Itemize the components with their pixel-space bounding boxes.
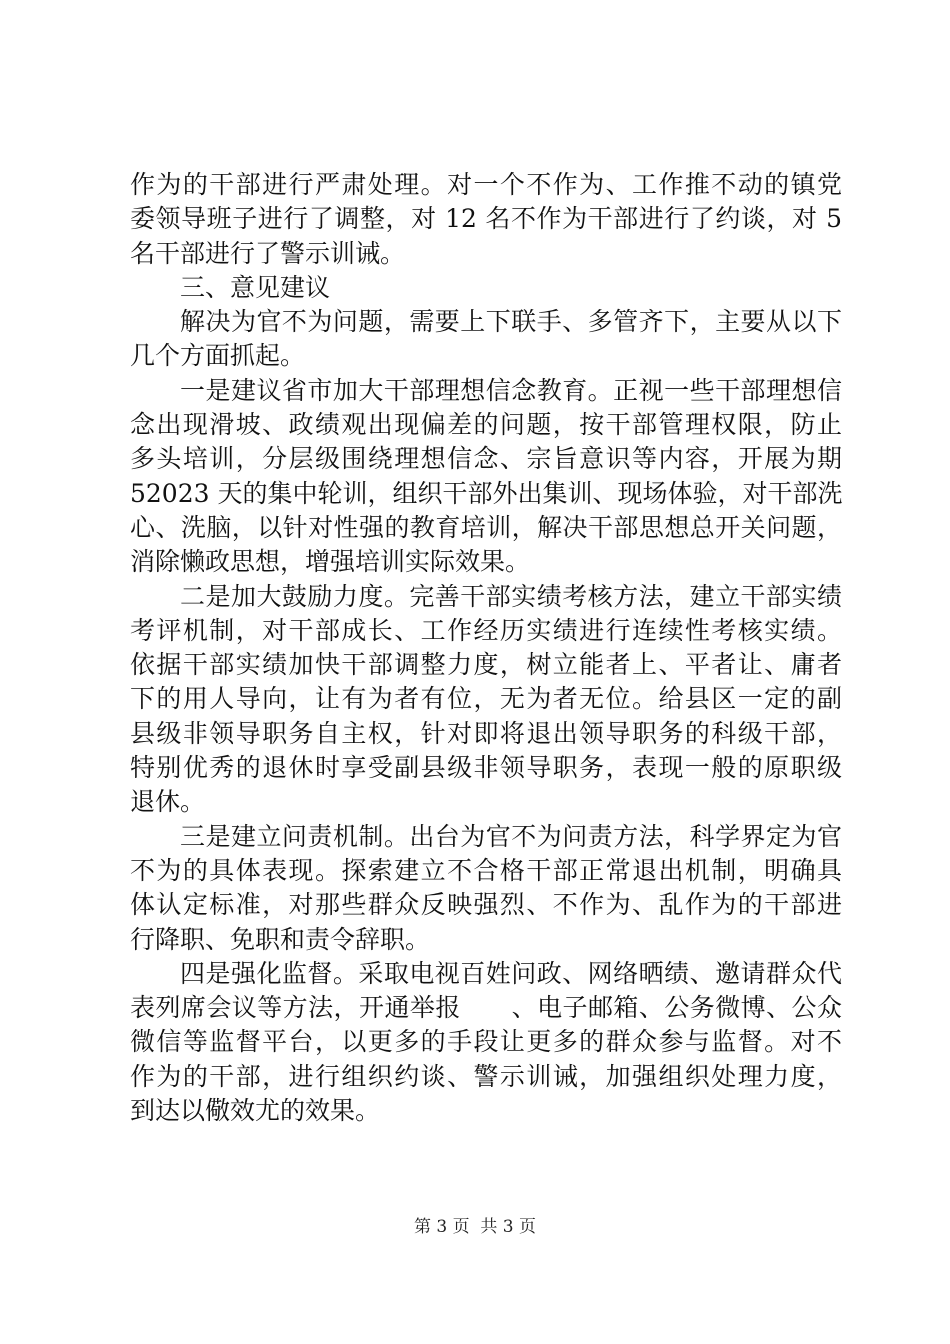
text-line: 作为的干部，进行组织约谈、警示训诫，加强组织处理力度，: [130, 1061, 842, 1091]
section-heading: 三、意见建议: [180, 272, 331, 302]
text-line: 三是建立问责机制。出台为官不为问责方法，科学界定为官: [180, 821, 842, 851]
text-line: 体认定标准，对那些群众反映强烈、不作为、乱作为的干部进: [130, 890, 842, 920]
text-line: 一是建议省市加大干部理想信念教育。正视一些干部理想信: [180, 375, 842, 405]
page-number: 第 3 页: [413, 1217, 470, 1237]
text-line: 心、洗脑，以针对性强的教育培训，解决干部思想总开关问题，: [130, 512, 842, 542]
text-line: 解决为官不为问题，需要上下联手、多管齐下，主要从以下: [180, 307, 842, 337]
text-line: 念出现滑坡、政绩观出现偏差的问题，按干部管理权限，防止: [130, 410, 842, 440]
text-line: 委领导班子进行了调整，对 12 名不作为干部进行了约谈，对 5: [130, 204, 842, 234]
text-line: 行降职、免职和责令辞职。: [130, 924, 431, 954]
text-line: 县级非领导职务自主权，针对即将退出领导职务的科级干部，: [130, 718, 842, 748]
document-body: [130, 168, 842, 1128]
text-line: 到达以儆效尤的效果。: [130, 1096, 381, 1126]
text-line: 四是强化监督。采取电视百姓问政、网络晒绩、邀请群众代: [180, 958, 842, 988]
text-line: 退休。: [130, 787, 206, 817]
text-line: 微信等监督平台，以更多的手段让更多的群众参与监督。对不: [130, 1027, 842, 1057]
text-line: 特别优秀的退休时享受副县级非领导职务，表现一般的原职级: [130, 753, 842, 783]
page-footer: [0, 1216, 950, 1238]
text-line: 考评机制，对干部成长、工作经历实绩进行连续性考核实绩。: [130, 615, 842, 645]
text-line: 52023 天的集中轮训，组织干部外出集训、现场体验，对干部洗: [130, 478, 843, 508]
text-line: 消除懒政思想，增强培训实际效果。: [130, 547, 531, 577]
text-line: 不为的具体表现。探索建立不合格干部正常退出机制，明确具: [130, 855, 842, 885]
text-line: 表列席会议等方法，开通举报 、电子邮箱、公务微博、公众: [130, 993, 842, 1023]
text-line: 二是加大鼓励力度。完善干部实绩考核方法，建立干部实绩: [180, 581, 842, 611]
text-line: 多头培训，分层级围绕理想信念、宗旨意识等内容，开展为期: [130, 444, 842, 474]
page-total: 共 3 页: [480, 1217, 537, 1237]
text-line: 下的用人导向，让有为者有位，无为者无位。给县区一定的副: [130, 684, 842, 714]
text-line: 名干部进行了警示训诫。: [130, 238, 406, 268]
text-line: 依据干部实绩加快干部调整力度，树立能者上、平者让、庸者: [130, 650, 842, 680]
text-line: 几个方面抓起。: [130, 341, 306, 371]
text-line: 作为的干部进行严肃处理。对一个不作为、工作推不动的镇党: [130, 170, 842, 199]
